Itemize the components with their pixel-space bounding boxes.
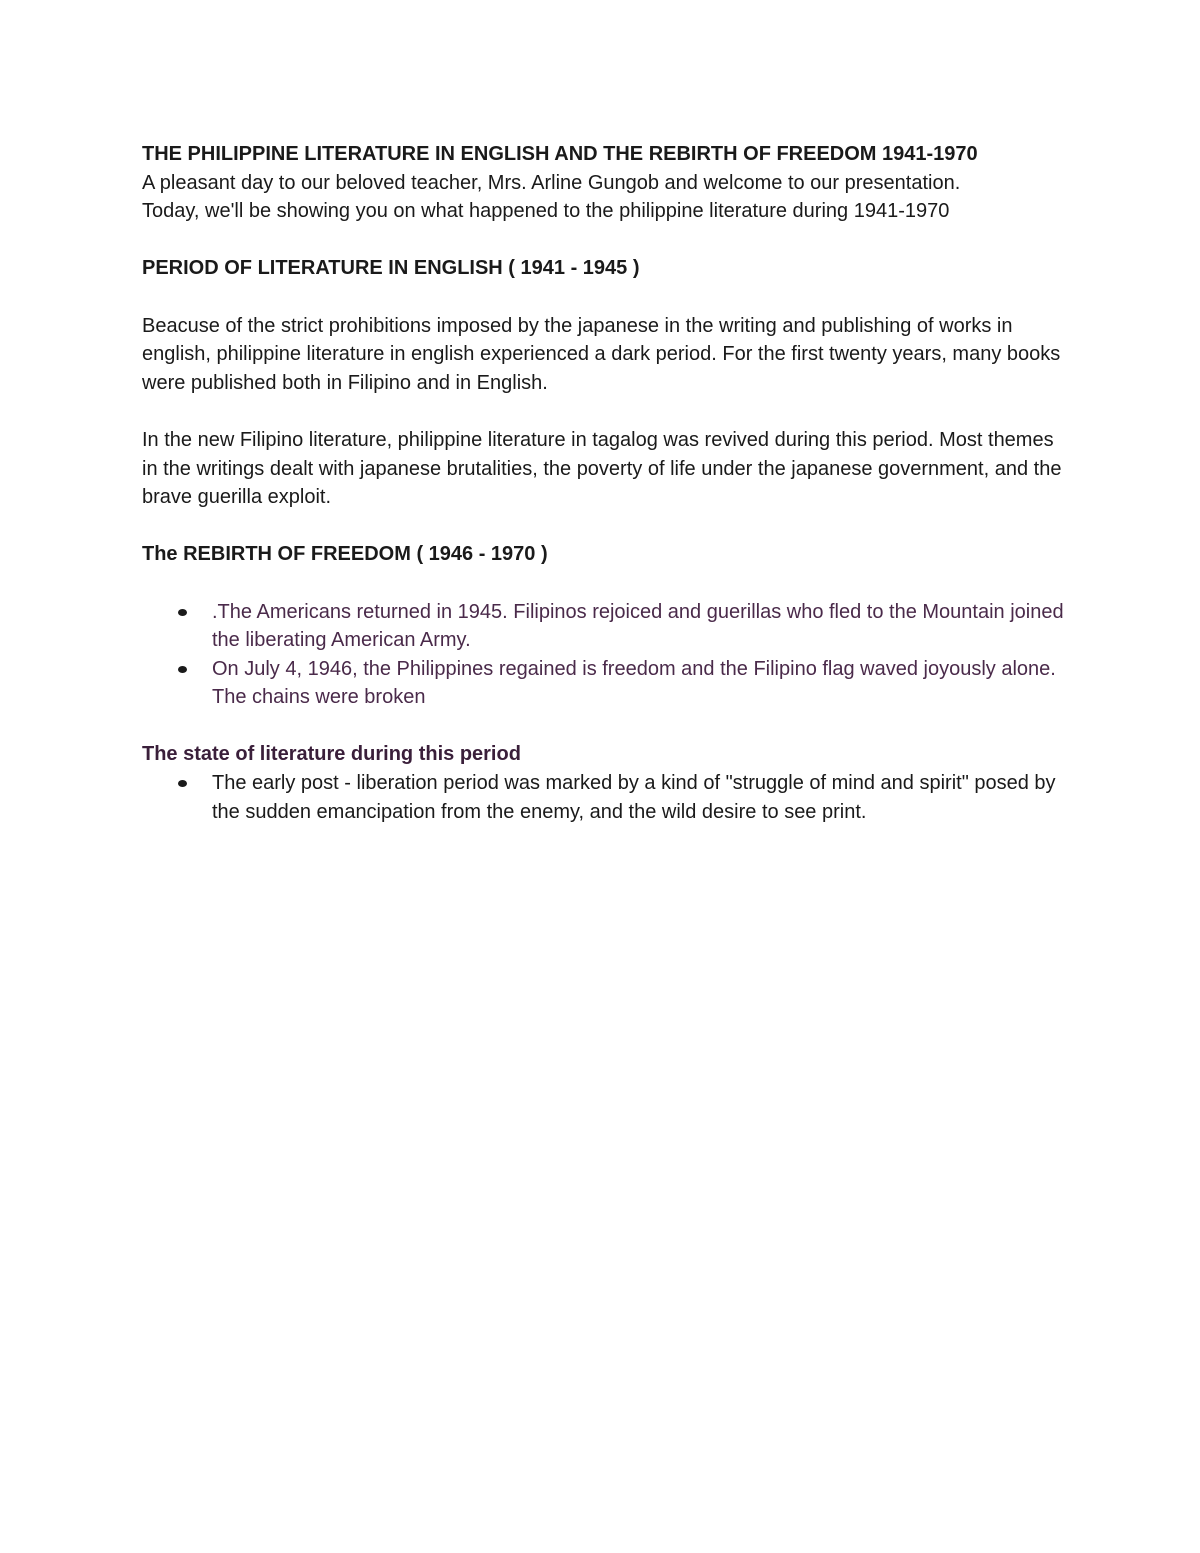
section1-paragraph-2: In the new Filipino literature, philippine literature in tagalog was revived during this period. Most themes in the writings dealt with japanese brutalities, the poverty of life under the japanese government, and the brave guerilla exploit. xyxy=(142,428,1062,509)
intro-line-2: Today, we'll be showing you on what happened to the philippine literature during 1941-1970 xyxy=(142,200,950,223)
list-item-text: The early post - liberation period was marked by a kind of "struggle of mind and spirit" posed by the sudden emancipation from the enemy, and the wild desire to see print. xyxy=(212,772,1056,823)
section2-bullet-list xyxy=(142,598,1072,712)
list-item-text: On July 4, 1946, the Philippines regained is freedom and the Filipino flag waved joyously alone. The chains were broken xyxy=(212,657,1056,709)
list-item xyxy=(142,598,1072,655)
intro-line-1: A pleasant day to our beloved teacher, Mrs. Arline Gungob and welcome to our presentation. xyxy=(142,171,961,194)
list-item-text: .The Americans returned in 1945. Filipinos rejoiced and guerillas who fled to the Mountain joined the liberating American Army. xyxy=(212,600,1064,652)
section2-heading: The REBIRTH OF FREEDOM ( 1946 - 1970 ) xyxy=(142,543,548,566)
section1-heading: PERIOD OF LITERATURE IN ENGLISH ( 1941 - 1945 ) xyxy=(142,257,640,280)
bullet-icon xyxy=(178,666,187,673)
bullet-icon xyxy=(178,780,187,787)
list-item xyxy=(142,655,1072,712)
spacer xyxy=(142,512,1072,541)
section1-paragraph-1: Beacuse of the strict prohibitions imposed by the japanese in the writing and publishing of works in english, philippine literature in english experienced a dark period. For the first twenty years, many books were published both in Filipino and in English. xyxy=(142,314,1061,394)
section3-bullet-list xyxy=(142,769,1072,826)
spacer xyxy=(142,397,1072,426)
bullet-icon xyxy=(178,609,187,616)
spacer xyxy=(142,226,1072,255)
spacer xyxy=(142,569,1072,598)
list-item xyxy=(142,769,1072,826)
section3-heading: The state of literature during this period xyxy=(142,743,521,766)
document-page xyxy=(142,140,1072,826)
spacer xyxy=(142,712,1072,741)
document-title: THE PHILIPPINE LITERATURE IN ENGLISH AND THE REBIRTH OF FREEDOM 1941-1970 xyxy=(142,143,978,165)
spacer xyxy=(142,283,1072,312)
